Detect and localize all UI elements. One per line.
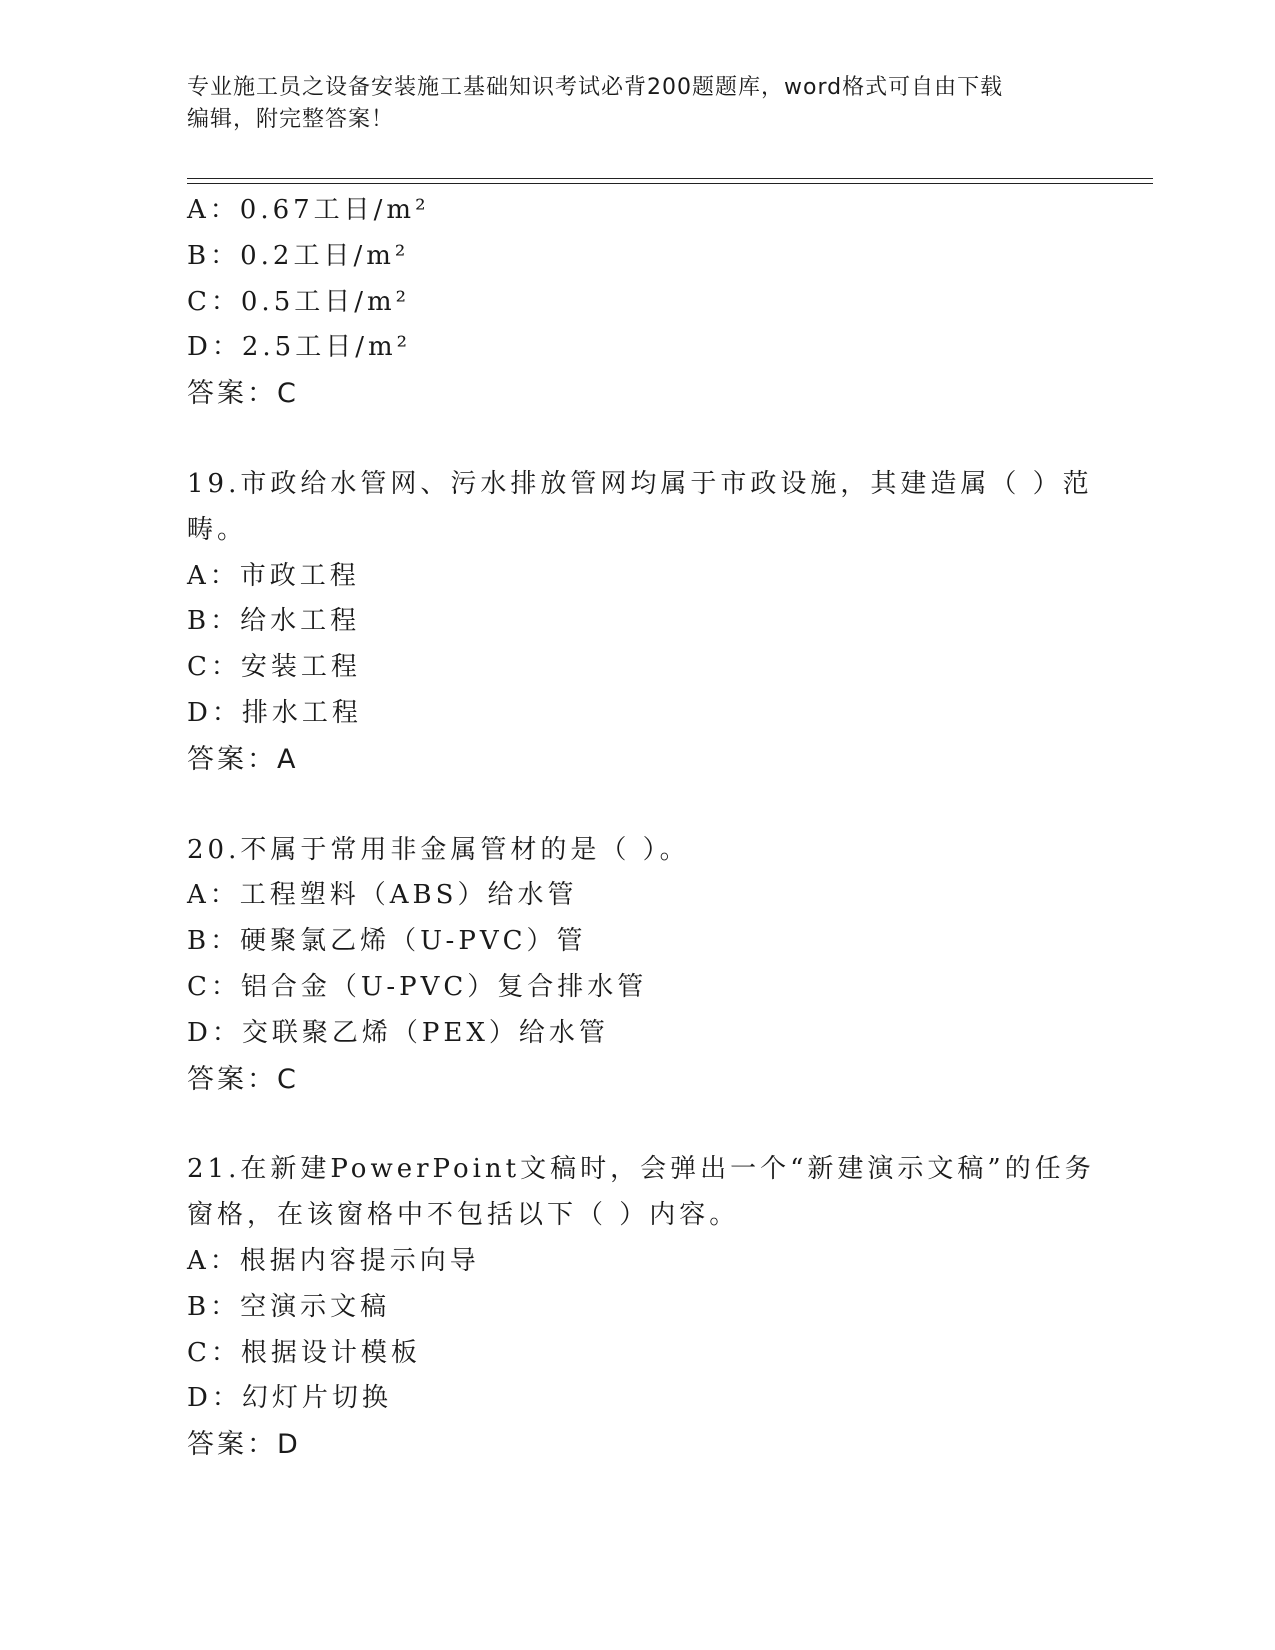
document-header <box>187 72 1087 136</box>
option-d: D：排水工程 <box>187 697 362 728</box>
answer-line: 答案：A <box>187 743 299 775</box>
option-b: B：空演示文稿 <box>187 1291 391 1322</box>
header-divider-bottom <box>187 183 1153 184</box>
header-line-1: 专业施工员之设备安装施工基础知识考试必背200题题库，word格式可自由下载 <box>187 75 1004 100</box>
header-line-2: 编辑，附完整答案！ <box>187 107 395 132</box>
option-a: A：根据内容提示向导 <box>187 1245 480 1276</box>
option-a: A：0.67工日/m² <box>187 195 430 225</box>
option-c: C：铝合金（U-PVC）复合排水管 <box>187 971 648 1002</box>
question-stem: 20.不属于常用非金属管材的是（ ）。 <box>187 834 690 865</box>
question-stem: 21.在新建PowerPoint文稿时，会弹出一个“新建演示文稿”的任务 <box>187 1154 1095 1185</box>
option-a: A：工程塑料（ABS）给水管 <box>187 880 578 911</box>
question-stem: 畴。 <box>187 514 248 545</box>
option-a: A：市政工程 <box>187 560 360 591</box>
option-c: C：根据设计模板 <box>187 1337 421 1368</box>
option-b: B：硬聚氯乙烯（U-PVC）管 <box>187 926 587 957</box>
option-b: B：0.2工日/m² <box>187 240 410 271</box>
question-stem: 窗格，在该窗格中不包括以下（ ）内容。 <box>187 1200 740 1231</box>
answer-line: 答案：D <box>187 1429 301 1461</box>
option-b: B：给水工程 <box>187 606 361 637</box>
option-d: D：幻灯片切换 <box>187 1383 392 1414</box>
option-c: C：0.5工日/m² <box>187 286 411 317</box>
question-block <box>187 188 1087 417</box>
header-divider-top <box>187 178 1153 179</box>
question-stem: 19.市政给水管网、污水排放管网均属于市政设施，其建造属（ ）范 <box>187 468 1093 499</box>
question-block <box>187 462 1093 783</box>
option-d: D：2.5工日/m² <box>187 332 412 363</box>
question-list <box>187 188 1095 1468</box>
question-block <box>187 1147 1095 1468</box>
option-d: D：交联聚乙烯（PEX）给水管 <box>187 1017 609 1048</box>
option-c: C：安装工程 <box>187 652 361 683</box>
question-block <box>187 828 1087 1103</box>
answer-line: 答案：C <box>187 378 299 410</box>
answer-line: 答案：C <box>187 1063 299 1095</box>
